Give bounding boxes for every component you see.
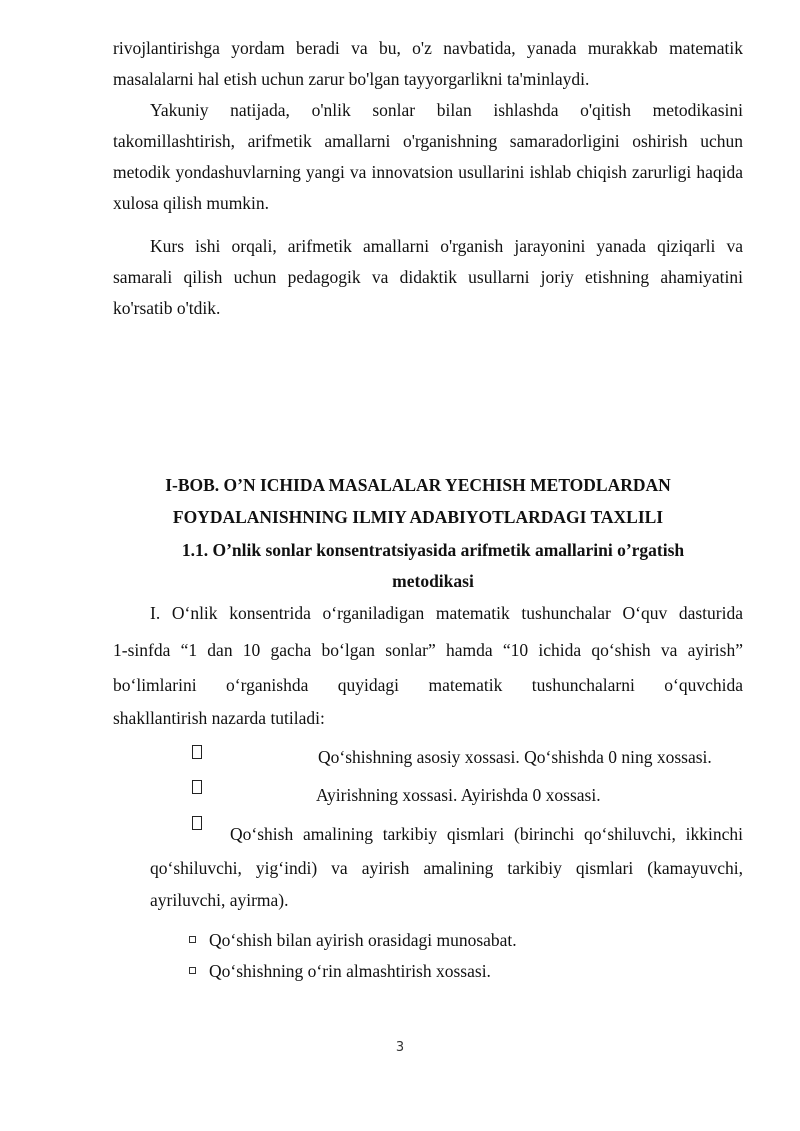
bullet-item-3-line-3: ayriluvchi, ayirma). (150, 890, 289, 910)
intro-line-4: shakllantirish nazarda tutiladi: (113, 708, 325, 728)
bullet-item-3-line-1: Qo‘shish amalining tarkibiy qismlari (birinchi qo‘shiluvchi, ikkinchi (230, 824, 743, 844)
intro-line-1: I. O‘nlik konsentrida o‘rganiladigan matematik tushunchalar O‘quv dasturida (150, 603, 743, 623)
bullet-square-icon (189, 967, 196, 974)
bullet-box-icon (192, 816, 202, 830)
paragraph-1-line-1: rivojlantirishga yordam beradi va bu, o'z navbatida, yanada murakkab matematik (113, 38, 743, 58)
bullet-item-3-line-2: qo‘shiluvchi, yig‘indi) va ayirish amalining tarkibiy qismlari (kamayuvchi, (150, 858, 743, 878)
paragraph-1-line-2: masalalarni hal etish uchun zarur bo'lgan tayyorgarlikni ta'minlaydi. (113, 69, 590, 89)
bullet-item-5: Qo‘shishning o‘rin almashtirish xossasi. (209, 961, 491, 981)
page-number: 3 (395, 1040, 405, 1055)
intro-line-3: bo‘limlarini o‘rganishda quyidagi matematik tushunchalarni o‘quvchida (113, 675, 743, 695)
section-title-line-2: metodikasi (392, 571, 474, 591)
paragraph-3: Kurs ishi orqali, arifmetik amallarni o'rganish jarayonini yanada qiziqarli va samarali qilish uchun pedagogik va didaktik usullarni joriy etishning ahamiyatini ko'rsatib o'tdik. (113, 236, 743, 318)
section-title-line-1: 1.1. O’nlik sonlar konsentratsiyasida arifmetik amallarini o’rgatish (181, 540, 685, 560)
paragraph-2: Yakuniy natijada, o'nlik sonlar bilan ishlashda o'qitish metodikasini takomillashtirish, arifmetik amallarni o'rganishning samaradorligini oshirish uchun metodik yondashuvlarning yangi va innovatsion usullarini ishlab chiqish zarurligi haqida xulosa qilish mumkin. (113, 100, 743, 213)
bullet-box-icon (192, 745, 202, 759)
chapter-title-line-2: FOYDALANISHNING ILMIY ADABIYOTLARDAGI TAXLILI (172, 507, 664, 527)
bullet-item-4: Qo‘shish bilan ayirish orasidagi munosabat. (209, 930, 517, 950)
chapter-title-line-1: I-BOB. O’N ICHIDA MASALALAR YECHISH METODLARDAN (165, 475, 671, 495)
bullet-square-icon (189, 936, 196, 943)
bullet-box-icon (192, 780, 202, 794)
intro-line-2: 1-sinfda “1 dan 10 gacha bo‘lgan sonlar” hamda “10 ichida qo‘shish va ayirish” (113, 640, 743, 660)
bullet-item-2: Ayirishning xossasi. Ayirishda 0 xossasi. (316, 785, 601, 805)
bullet-item-1: Qo‘shishning asosiy xossasi. Qo‘shishda 0 ning xossasi. (318, 747, 712, 767)
